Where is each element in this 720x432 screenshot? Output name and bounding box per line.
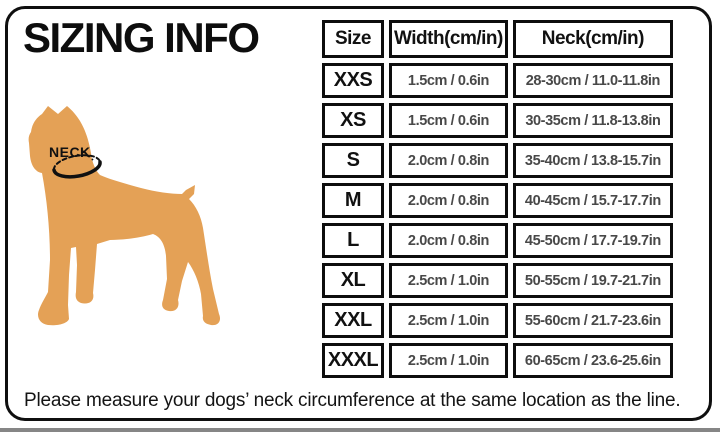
size-label: S (322, 143, 384, 178)
table-row (322, 263, 673, 298)
width-value: 2.0cm / 0.8in (389, 183, 508, 218)
size-label: XXS (322, 63, 384, 98)
width-value: 2.5cm / 1.0in (389, 303, 508, 338)
neck-label: NECK (49, 144, 91, 160)
size-label: XS (322, 103, 384, 138)
dog-body-shape (29, 106, 220, 325)
dog-illustration (15, 95, 265, 340)
neck-value: 28-30cm / 11.0-11.8in (513, 63, 673, 98)
width-value: 2.5cm / 1.0in (389, 263, 508, 298)
size-label: XXXL (322, 343, 384, 378)
table-row (322, 303, 673, 338)
header-size: Size (322, 20, 384, 58)
size-label: L (322, 223, 384, 258)
size-label: XL (322, 263, 384, 298)
size-label: M (322, 183, 384, 218)
table-row (322, 103, 673, 138)
sizing-table (317, 15, 678, 383)
measure-instruction-text: Please measure your dogs’ neck circumference at the same location as the line. (24, 390, 681, 411)
neck-value: 45-50cm / 17.7-19.7in (513, 223, 673, 258)
neck-value: 35-40cm / 13.8-15.7in (513, 143, 673, 178)
width-value: 2.5cm / 1.0in (389, 343, 508, 378)
table-row (322, 343, 673, 378)
table-header-row (322, 20, 673, 58)
neck-value: 60-65cm / 23.6-25.6in (513, 343, 673, 378)
table-row (322, 183, 673, 218)
neck-value: 30-35cm / 11.8-13.8in (513, 103, 673, 138)
dog-silhouette-svg (15, 95, 265, 340)
page-title: SIZING INFO (23, 14, 259, 61)
neck-value: 40-45cm / 15.7-17.7in (513, 183, 673, 218)
table-row (322, 143, 673, 178)
neck-value: 50-55cm / 19.7-21.7in (513, 263, 673, 298)
width-value: 1.5cm / 0.6in (389, 63, 508, 98)
header-width: Width(cm/in) (389, 20, 508, 58)
width-value: 2.0cm / 0.8in (389, 143, 508, 178)
header-neck: Neck(cm/in) (513, 20, 673, 58)
size-label: XXL (322, 303, 384, 338)
table-row (322, 63, 673, 98)
table-row (322, 223, 673, 258)
width-value: 1.5cm / 0.6in (389, 103, 508, 138)
neck-value: 55-60cm / 21.7-23.6in (513, 303, 673, 338)
width-value: 2.0cm / 0.8in (389, 223, 508, 258)
page-edge-strip (0, 428, 720, 432)
